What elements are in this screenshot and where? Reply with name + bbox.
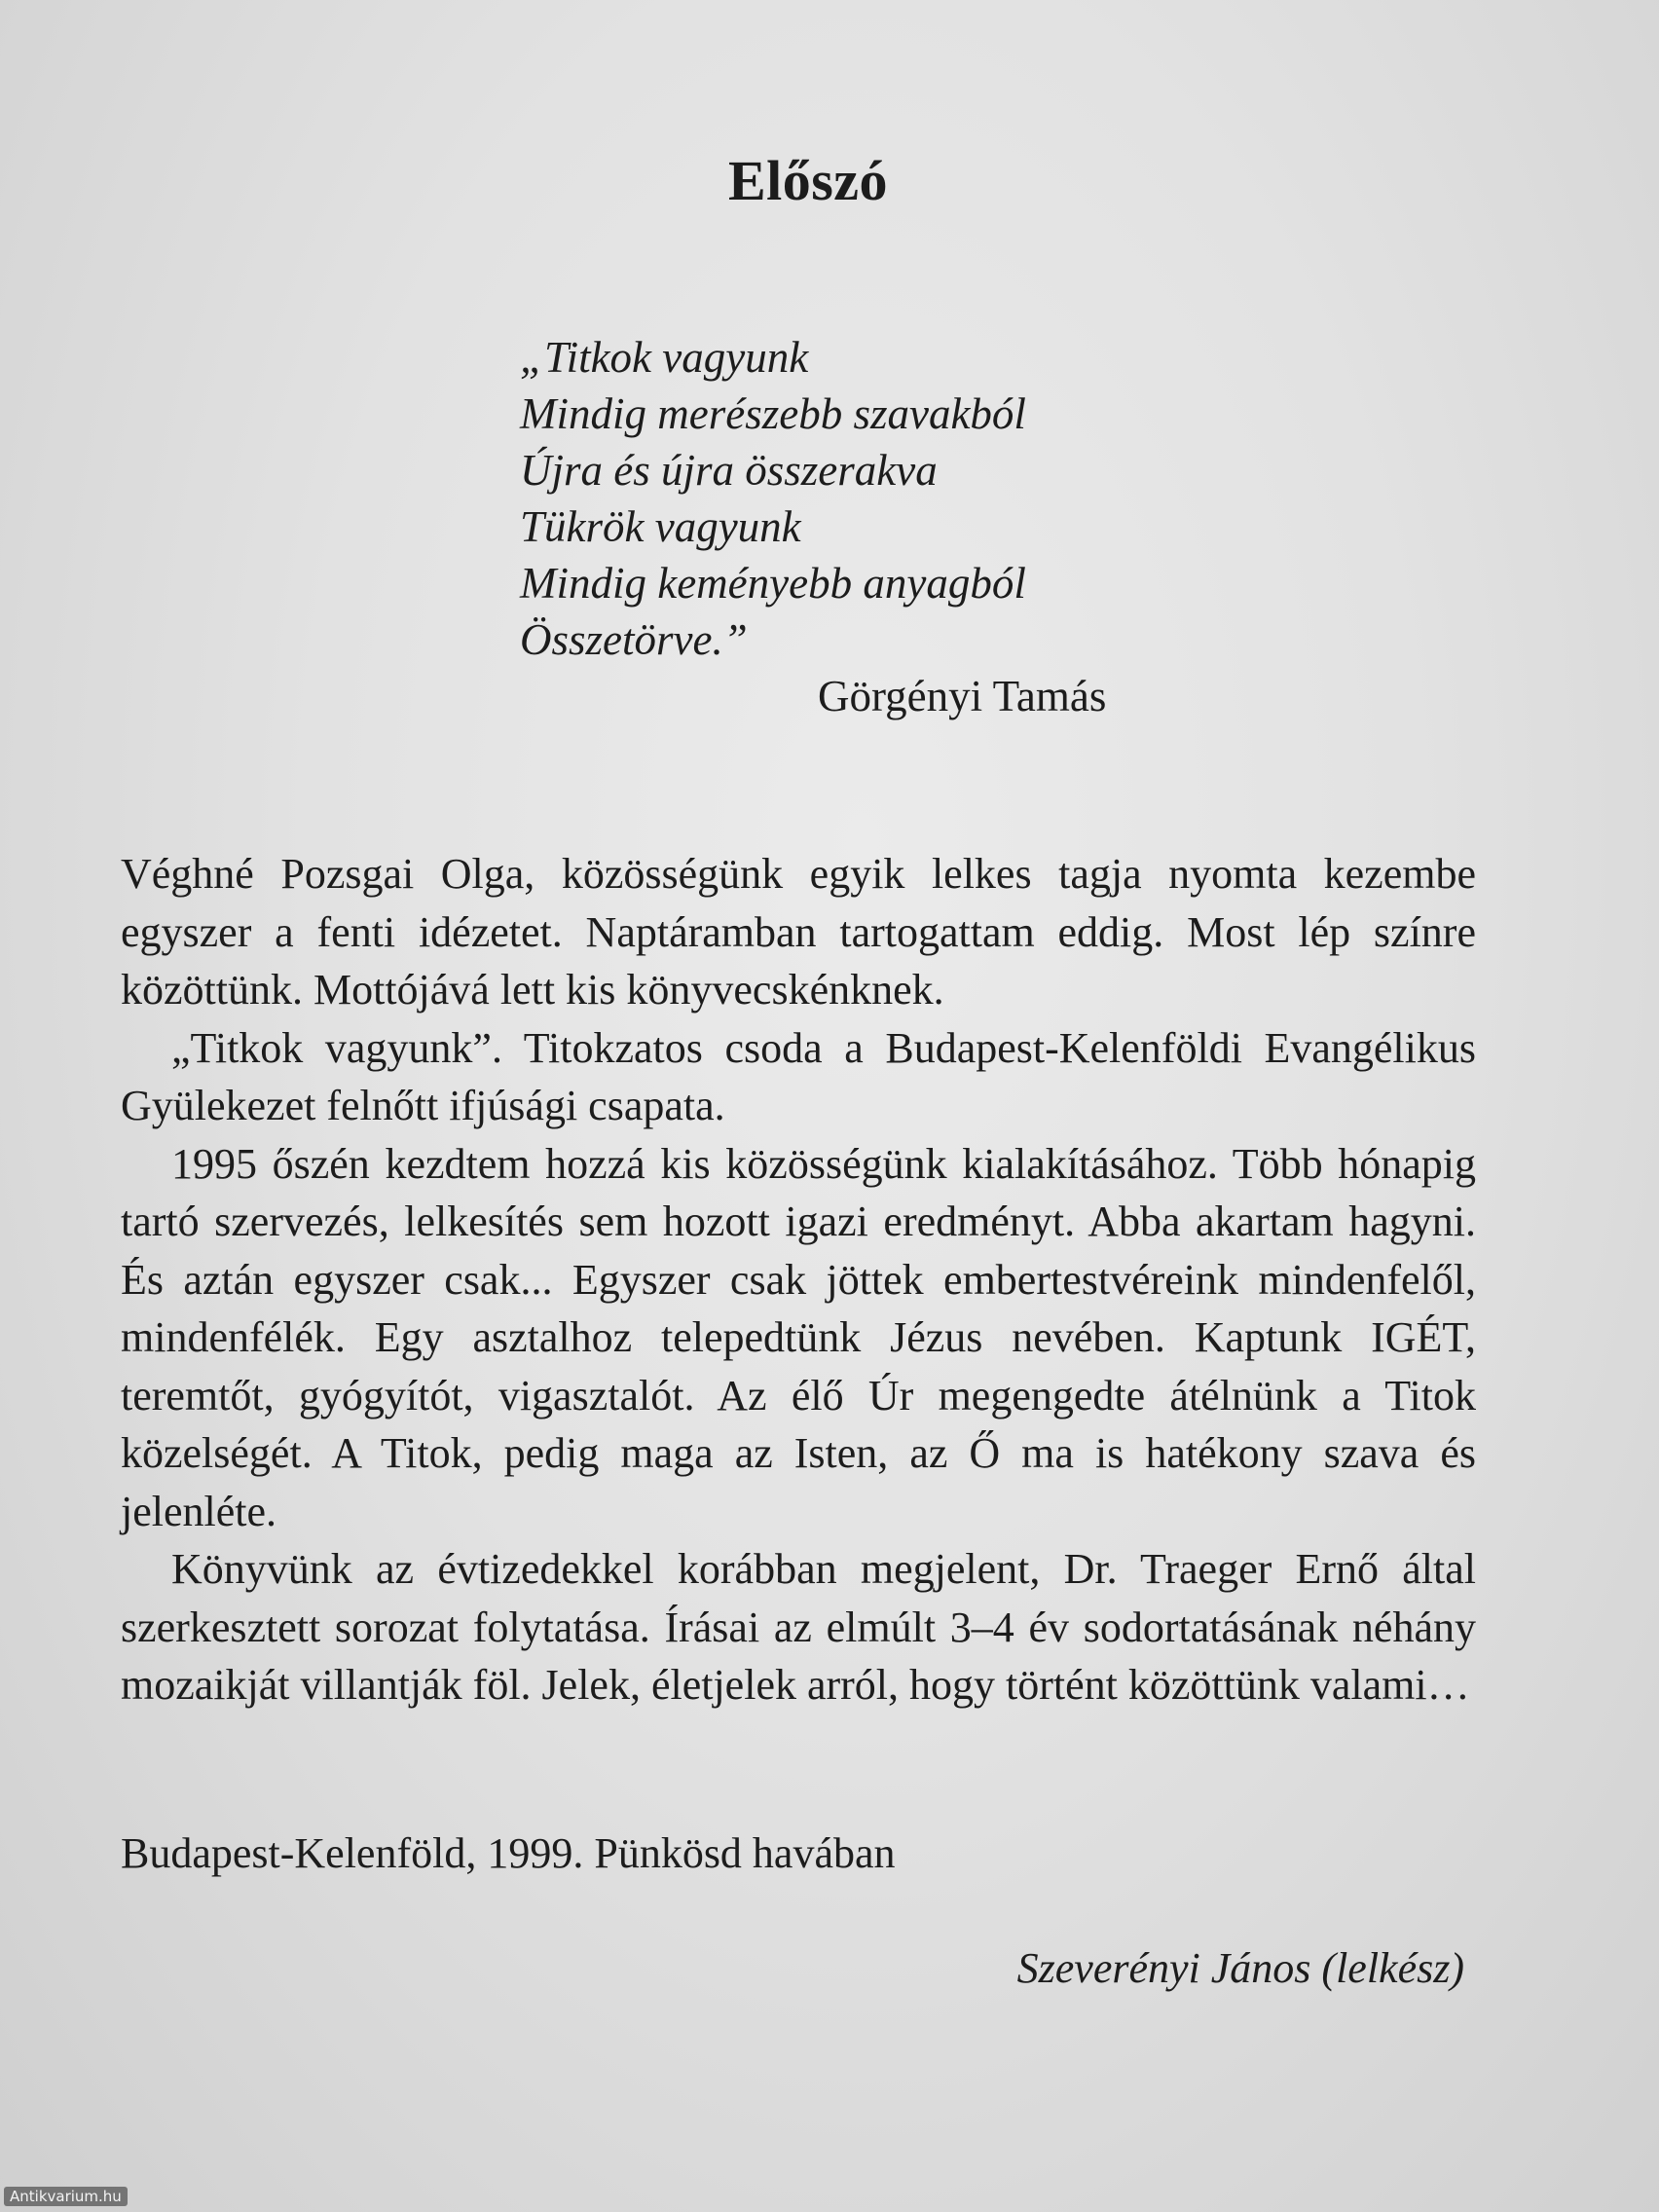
watermark: Antikvarium.hu: [4, 2187, 128, 2206]
paragraph: Könyvünk az évtizedekkel korábban megjelent, Dr. Traeger Ernő által szerkesztett sorozat folytatása. Írásai az elmúlt 3–4 év sodortatásának néhány mozaikját villantják föl. Jelek, életjelek arról, hogy történt közöttünk valami…: [121, 1545, 1476, 1709]
page-title: Előszó: [727, 149, 889, 212]
epigraph-line: Összetörve.”: [520, 615, 748, 664]
signature: Szeverényi János (lelkész): [1016, 1944, 1464, 1992]
place-date: Budapest-Kelenföld, 1999. Pünkösd havában: [121, 1829, 896, 1877]
epigraph: [520, 329, 1201, 724]
epigraph-line: Mindig merészebb szavakból: [520, 389, 1026, 438]
preface-body: [121, 845, 1476, 1714]
epigraph-line: Mindig keményebb anyagból: [520, 559, 1026, 608]
epigraph-line: Újra és újra összerakva: [520, 446, 938, 495]
epigraph-author: Görgényi Tamás: [818, 672, 1107, 720]
epigraph-line: „Titkok vagyunk: [520, 333, 809, 382]
paragraph: 1995 őszén kezdtem hozzá kis közösségünk kialakításához. Több hónapig tartó szervezés, lelkesítés sem hozott igazi eredményt. Abba akartam hagyni. És aztán egyszer csak... Egyszer csak jöttek embertestvéreink mindenfelől, mindenfélék. Egy asztalhoz telepedtünk Jézus nevében. Kaptunk IGÉT, teremtőt, gyógyítót, vigasztalót. Az élő Úr megengedte átélnünk a Titok közelségét. A Titok, pedig maga az Isten, az Ő ma is hatékony szava és jelenléte.: [121, 1139, 1476, 1535]
paragraph: Véghné Pozsgai Olga, közösségünk egyik lelkes tagja nyomta kezembe egyszer a fenti idézetet. Naptáramban tartogattam eddig. Most lép színre közöttünk. Mottójává lett kis könyvecskénknek.: [121, 850, 1476, 1014]
paragraph: „Titkok vagyunk”. Titokzatos csoda a Budapest-Kelenföldi Evangélikus Gyülekezet felnőtt ifjúsági csapata.: [121, 1023, 1476, 1129]
epigraph-line: Tükrök vagyunk: [520, 502, 801, 551]
